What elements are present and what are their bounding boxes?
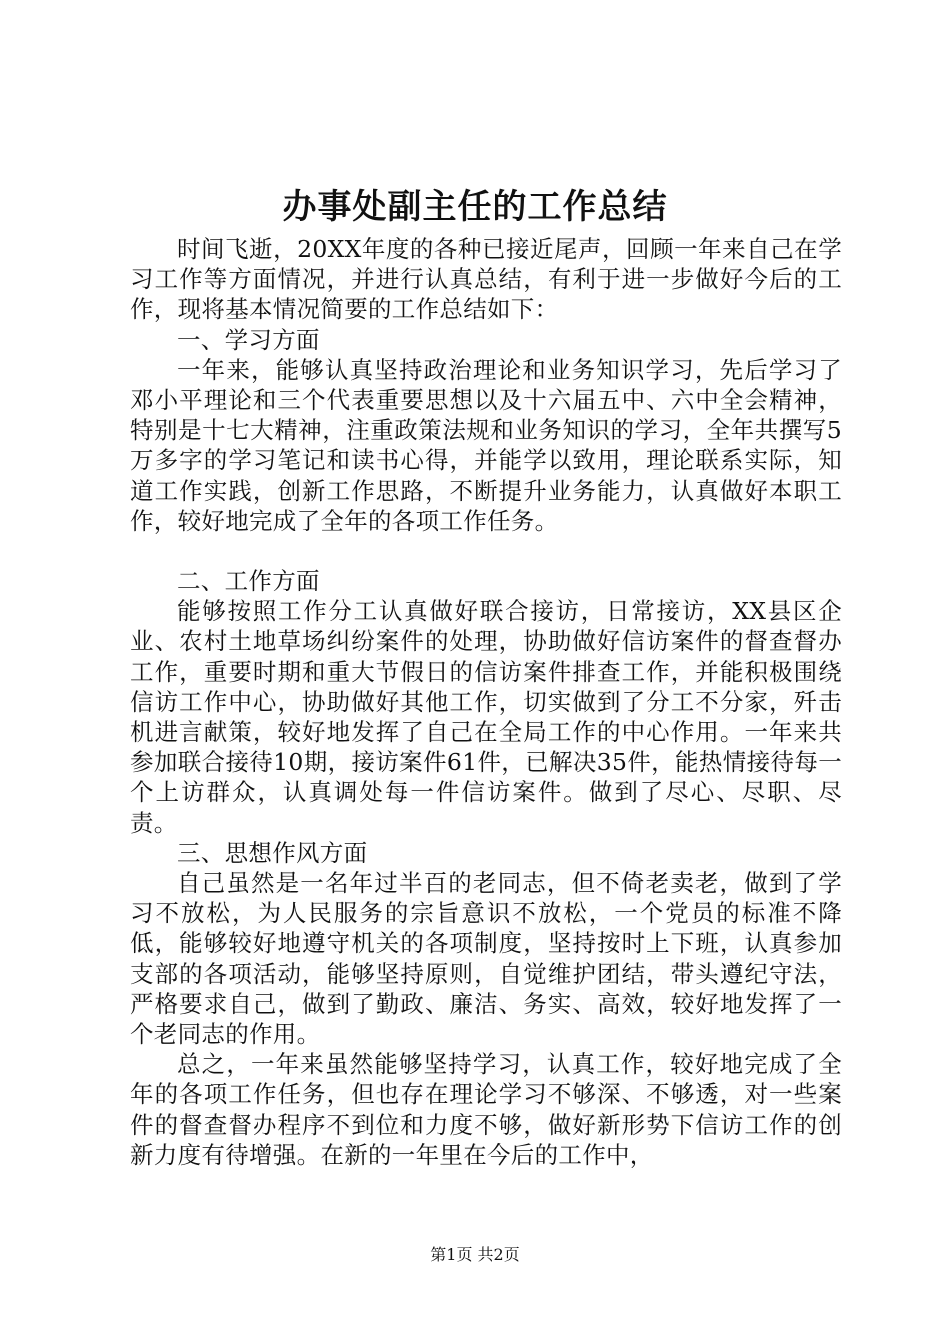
intro-paragraph: 时间飞逝，20XX年度的各种已接近尾声，回顾一年来自己在学习工作等方面情况，并进行认真总结，有利于进一步做好今后的工作，现将基本情况简要的工作总结如下： xyxy=(130,235,842,324)
work-paragraph: 能够按照工作分工认真做好联合接访，日常接访，XX县区企业、农村土地草场纠纷案件的处理，协助做好信访案件的督查督办工作，重要时期和重大节假日的信访案件排查工作，并能积极围绕信访工作中心，协助做好其他工作，切实做到了分工不分家，歼击机进言献策，较好地发挥了自己在全局工作的中心作用。一年来共参加联合接待10期，接访案件61件，已解决35件，能热情接待每一个上访群众，认真调处每一件信访案件。做到了尽心、尽职、尽责。 xyxy=(130,597,842,837)
section-heading-conduct: 三、思想作风方面 xyxy=(177,838,368,867)
summary-paragraph: 总之，一年来虽然能够坚持学习，认真工作，较好地完成了全年的各项工作任务，但也存在理论学习不够深、不够透，对一些案件的督查督办程序不到位和力度不够，做好新形势下信访工作的创新力度有待增强。在新的一年里在今后的工作中， xyxy=(130,1050,842,1169)
document-title: 办事处副主任的工作总结 xyxy=(282,187,668,227)
paragraph-gap xyxy=(130,536,842,566)
document-body xyxy=(130,234,842,1170)
page-footer: 第1页 共2页 xyxy=(430,1245,520,1264)
section-heading-work: 二、工作方面 xyxy=(177,567,320,596)
section-heading-study: 一、学习方面 xyxy=(177,325,320,354)
study-paragraph: 一年来，能够认真坚持政治理论和业务知识学习，先后学习了邓小平理论和三个代表重要思想以及十六届五中、六中全会精神，特别是十七大精神，注重政策法规和业务知识的学习，全年共撰写5万多字的学习笔记和读书心得，并能学以致用，理论联系实际，知道工作实践，创新工作思路，不断提升业务能力，认真做好本职工作，较好地完成了全年的各项工作任务。 xyxy=(130,355,842,535)
conduct-paragraph: 自己虽然是一名年过半百的老同志，但不倚老卖老，做到了学习不放松，为人民服务的宗旨意识不放松，一个党员的标准不降低，能够较好地遵守机关的各项制度，坚持按时上下班，认真参加支部的各项活动，能够坚持原则，自觉维护团结，带头遵纪守法，严格要求自己，做到了勤政、廉洁、务实、高效，较好地发挥了一个老同志的作用。 xyxy=(130,869,842,1049)
